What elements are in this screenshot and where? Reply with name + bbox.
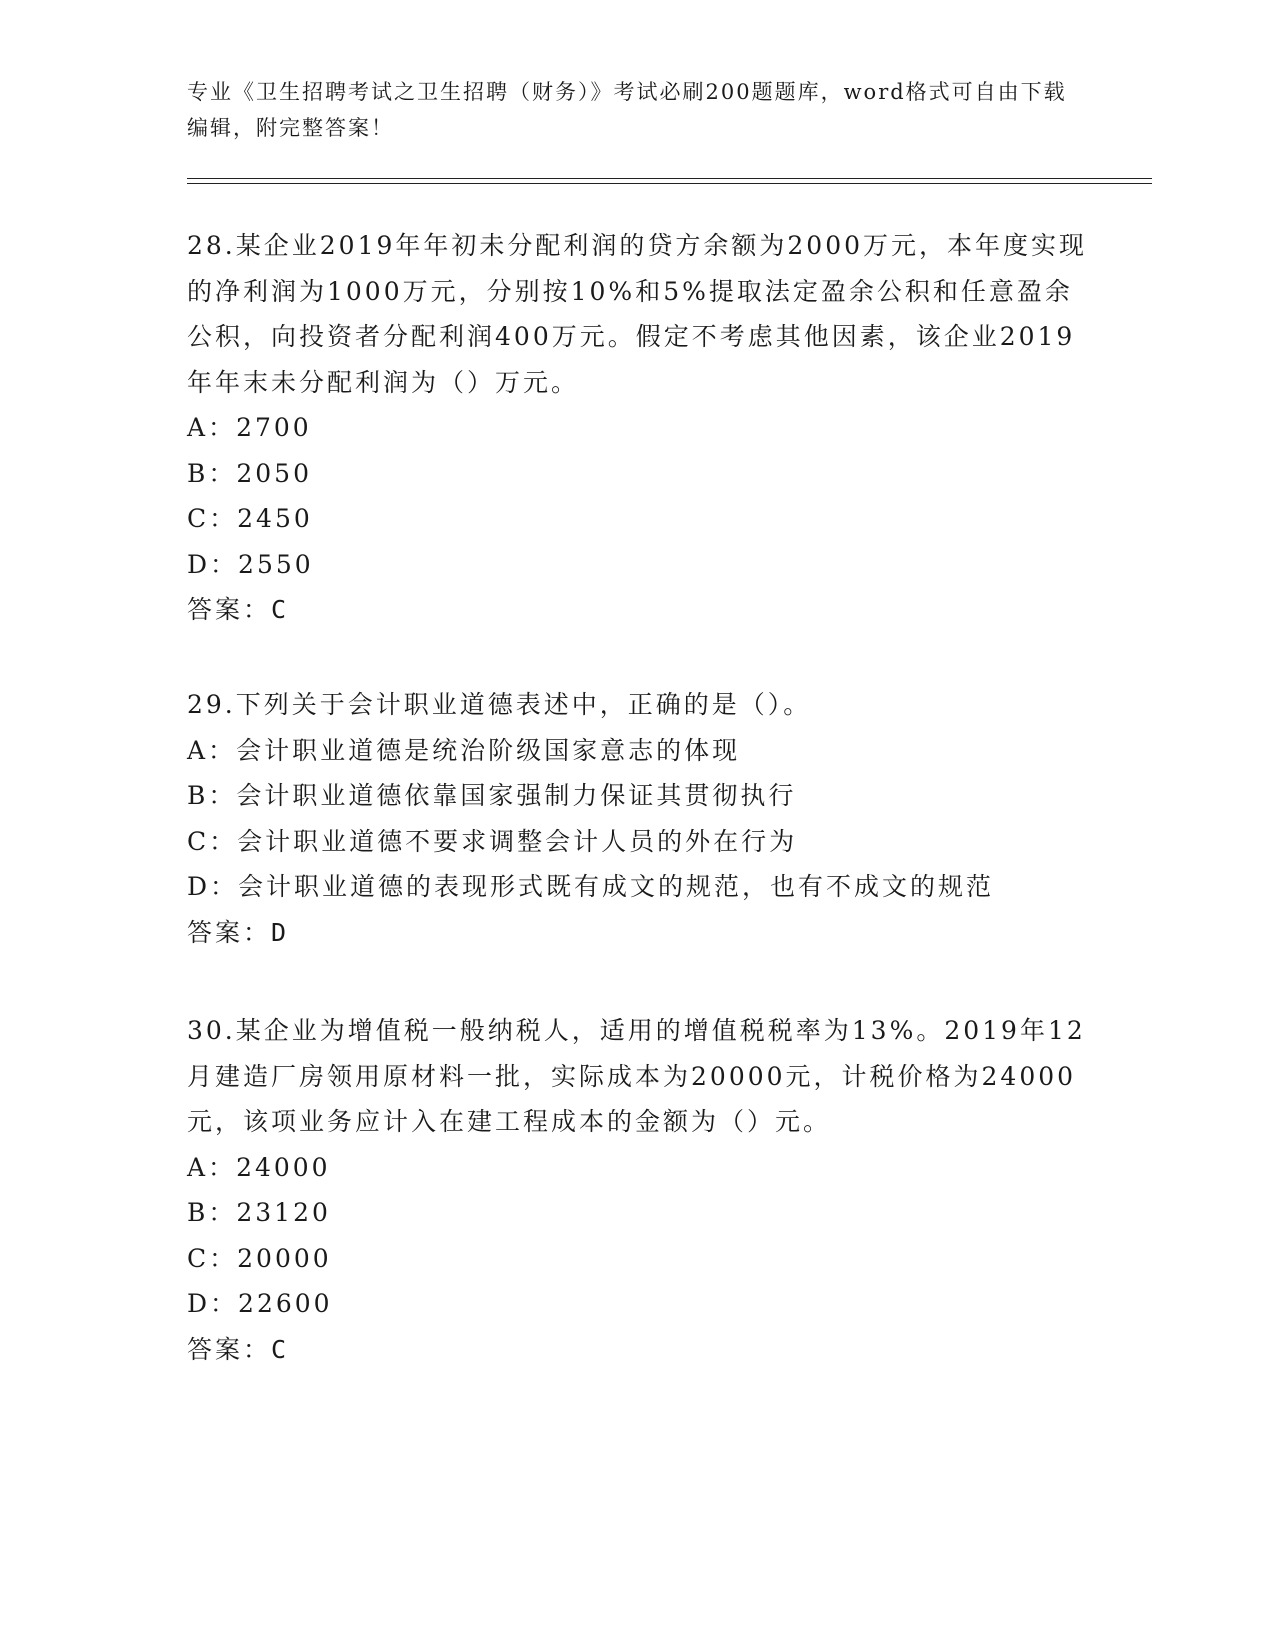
answer-line (187, 587, 1087, 633)
option-a (187, 1145, 1087, 1191)
option-c (187, 496, 1087, 542)
option-text: 会计职业道德不要求调整会计人员的外在行为 (237, 826, 798, 856)
option-letter: A： (187, 1152, 237, 1182)
answer-label: 答案： (187, 1334, 272, 1364)
option-letter: A： (187, 735, 237, 765)
option-d (187, 864, 1087, 910)
option-letter: B： (187, 781, 237, 810)
option-text: 2700 (236, 413, 312, 442)
option-b (187, 773, 1087, 819)
document-header (187, 74, 1067, 146)
answer-label: 答案： (187, 595, 272, 624)
answer-line (187, 910, 1087, 956)
option-letter: B： (187, 1198, 237, 1227)
option-a (187, 405, 1087, 451)
option-text: 会计职业道德依靠国家强制力保证其贯彻执行 (236, 781, 797, 810)
option-text: 24000 (236, 1152, 331, 1182)
option-text: 会计职业道德的表现形式既有成文的规范，也有不成文的规范 (238, 872, 995, 901)
option-letter: A： (187, 413, 237, 442)
answer-line (187, 1327, 1087, 1373)
option-letter: C： (187, 1243, 238, 1273)
header-divider-bottom (187, 183, 1152, 184)
option-letter: C： (187, 826, 238, 856)
question-stem: 29.下列关于会计职业道德表述中，正确的是（）。 (187, 690, 812, 719)
option-b (187, 1190, 1087, 1236)
option-d (187, 1281, 1087, 1327)
option-letter: C： (187, 504, 238, 533)
option-text: 23120 (236, 1198, 331, 1227)
option-text: 20000 (237, 1243, 332, 1273)
question-stem: 28.某企业2019年年初未分配利润的贷方余额为2000万元，本年度实现的净利润为1000万元，分别按10%和5%提取法定盈余公积和任意盈余公积，向投资者分配利润400万元。假定不考虑其他因素，该企业2019年年末未分配利润为（）万元。 (187, 231, 1088, 397)
header-text: 专业《卫生招聘考试之卫生招聘（财务）》考试必刷200题题库，word格式可自由下载编辑，附完整答案！ (187, 80, 1067, 140)
option-letter: D： (187, 1289, 239, 1318)
question-30 (187, 1008, 1087, 1372)
answer-label: 答案： (187, 917, 272, 947)
option-c (187, 1236, 1087, 1282)
option-text: 2050 (236, 458, 312, 488)
option-text: 会计职业道德是统治阶级国家意志的体现 (236, 735, 741, 765)
question-stem: 30.某企业为增值税一般纳税人，适用的增值税税率为13%。2019年12月建造厂房领用原材料一批，实际成本为20000元，计税价格为24000元，该项业务应计入在建工程成本的金额为（）元。 (187, 1016, 1086, 1136)
option-letter: B： (187, 458, 237, 488)
question-28 (187, 223, 1087, 633)
answer-value: C (271, 1334, 290, 1364)
option-d (187, 542, 1087, 588)
option-text: 2550 (238, 549, 314, 579)
option-text: 2450 (237, 504, 313, 533)
option-c (187, 819, 1087, 865)
option-a (187, 728, 1087, 774)
option-text: 22600 (238, 1289, 333, 1318)
question-29 (187, 682, 1087, 955)
answer-value: C (271, 595, 290, 624)
answer-value: D (271, 917, 290, 947)
option-letter: D： (187, 549, 239, 579)
header-divider-top (187, 178, 1152, 179)
option-b (187, 451, 1087, 497)
option-letter: D： (187, 872, 239, 901)
